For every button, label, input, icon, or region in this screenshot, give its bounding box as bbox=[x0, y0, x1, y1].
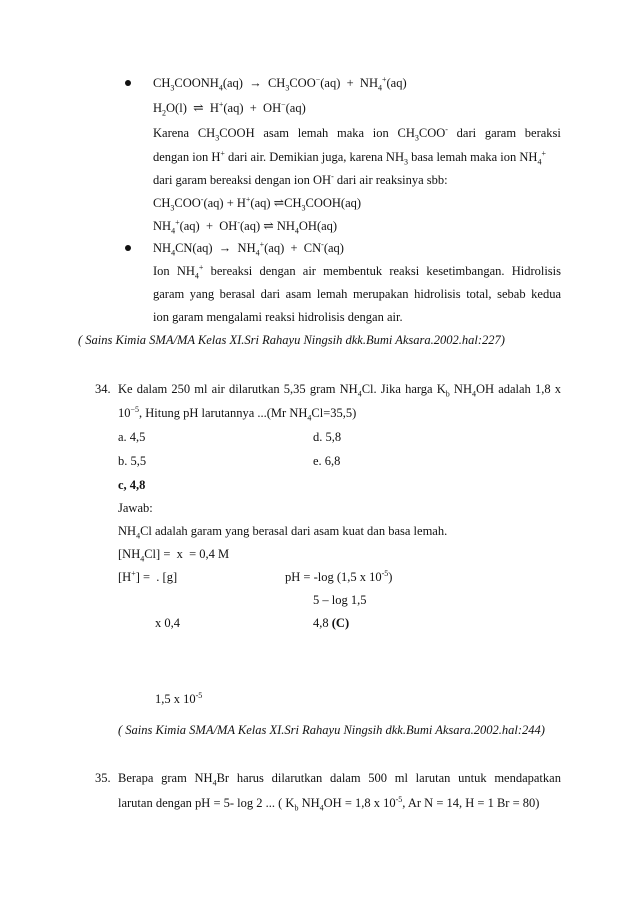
bullet-dot bbox=[125, 245, 131, 251]
text-line: dengan ion H+ dari air. Demikian juga, karena $NH_3$ basa lemah maka ion $NH_4^+$ bbox=[153, 148, 546, 167]
option-e: e. 6,8 bbox=[313, 454, 341, 468]
citation: ( Sains Kimia SMA/MA Kelas XI.Sri Rahayu Ningsih dkk.Bumi Aksara.2002.hal:227) bbox=[78, 333, 505, 347]
text-line: dari garam bereaksi dengan ion OH- dari air reaksinya sbb: bbox=[153, 171, 448, 187]
text-line: Ion $NH_4^+$ bereaksi dengan air membentuk reaksi kesetimbangan. Hidrolisis bbox=[153, 262, 561, 281]
question-text: $10^{-5}$, Hitung pH larutannya ...(Mr $NH_4Cl=35,5$) bbox=[118, 404, 357, 423]
bullet-dot bbox=[125, 80, 131, 86]
question-text: Ke dalam 250 ml air dilarutkan 5,35 gram $NH_4Cl$. Jika harga $K_b$ $NH_4OH$ adalah 1,8 x bbox=[118, 382, 561, 399]
option-c: c, 4,8 bbox=[118, 478, 146, 492]
ph-result: 4,8 (C) bbox=[313, 616, 350, 630]
equation-ammonium-acetate: $CH_3COONH_4(aq) \to CH_3COO^-(aq) + NH_4^+(aq)$ bbox=[153, 74, 407, 93]
text-line: garam yang berasal dari asam lemah merupakan hidrolisis total, sebab kedua bbox=[153, 287, 561, 301]
question-text: larutan dengan pH = 5- log 2 ... ( $K_b$ $NH_4OH = 1,8$ x $10^{-5}$, Ar N = 14, H = 1 Br = 80) bbox=[118, 794, 540, 813]
ph-step-2: 5 – log 1,5 bbox=[313, 593, 367, 607]
question-number: 35. bbox=[95, 771, 111, 785]
ph-step-1: pH = -log (1,5 x $10^{-5}$) bbox=[285, 568, 393, 584]
question-text: Berapa gram $NH_4Br$ harus dilarutkan dalam 500 ml larutan untuk mendapatkan bbox=[118, 771, 561, 788]
citation: ( Sains Kimia SMA/MA Kelas XI.Sri Rahayu Ningsih dkk.Bumi Aksara.2002.hal:244) bbox=[118, 723, 545, 737]
text-line: Karena $CH_3COOH$ asam lemah maka ion $CH_3COO^-$ dari garam beraksi bbox=[153, 124, 561, 143]
multiplier: x 0,4 bbox=[155, 616, 180, 630]
answer-label: Jawab: bbox=[118, 501, 153, 515]
question-number: 34. bbox=[95, 382, 111, 396]
option-b: b. 5,5 bbox=[118, 454, 147, 468]
concentration: $[NH_4Cl] = x = 0,4$ M bbox=[118, 547, 230, 564]
h-ion-result: 1,5 x $10^{-5}$ bbox=[155, 690, 203, 706]
text-line: ion garam mengalami reaksi hidrolisis dengan air. bbox=[153, 310, 403, 324]
equation-ammonium-cyanide: $NH_4CN(aq) \to NH_4^+(aq) + CN^-(aq)$ bbox=[153, 239, 344, 258]
equation-water-ionization: $H_2O(l)$ ⇌ H+(aq) + OH−(aq) bbox=[153, 99, 306, 118]
equation-acetate-equilibrium: $CH_3COO^-(aq) + H^+(aq)$ $\rightleftharpoons CH_3COOH(aq)$ bbox=[153, 194, 362, 213]
equation-ammonium-equilibrium: $NH_4^+(aq) + OH^-(aq)$ ⇌ $NH_4OH(aq)$ bbox=[153, 217, 338, 236]
option-d: d. 5,8 bbox=[313, 430, 342, 444]
explanation: $NH_4Cl$ adalah garam yang berasal dari asam kuat dan basa lemah. bbox=[118, 524, 448, 541]
option-a: a. 4,5 bbox=[118, 430, 146, 444]
h-ion-formula: [H+] = . [g] bbox=[118, 568, 178, 584]
